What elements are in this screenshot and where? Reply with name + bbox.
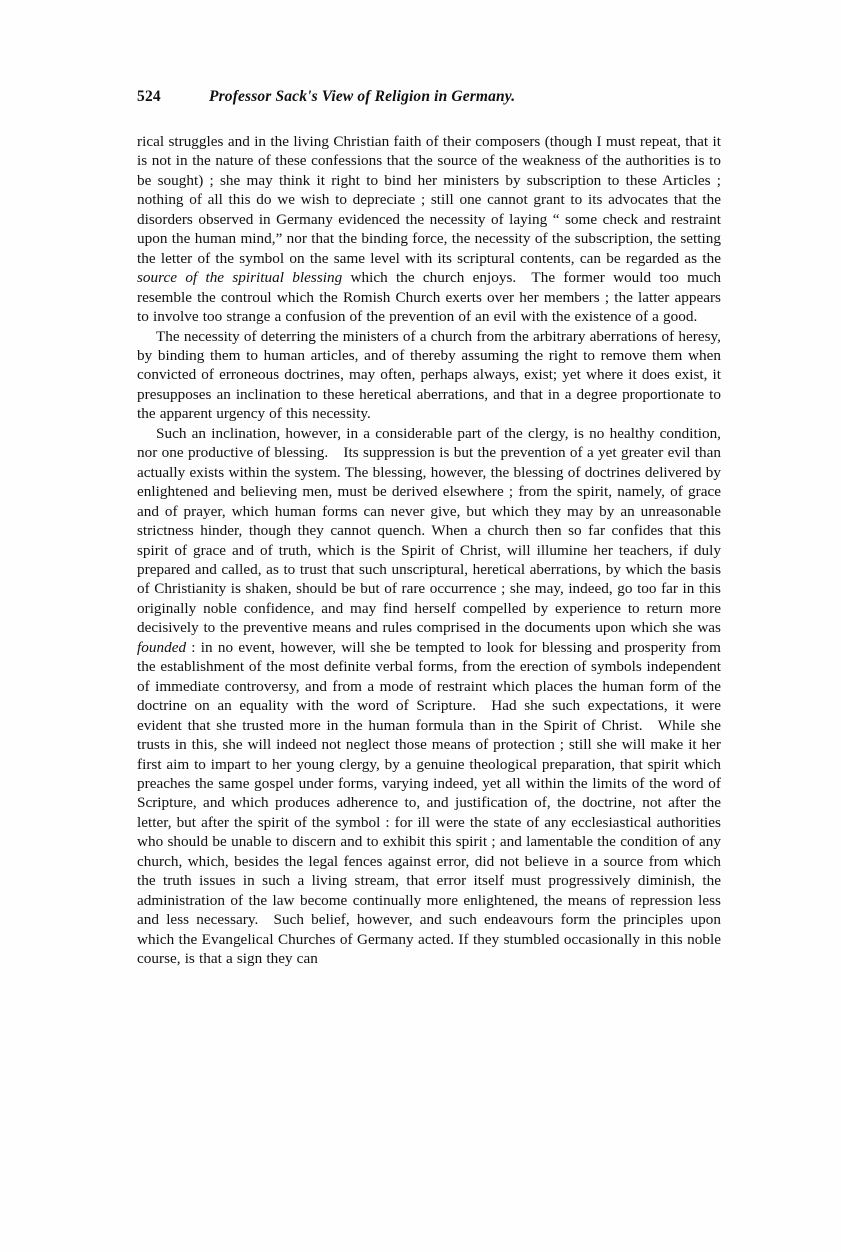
paragraph: Such an inclination, however, in a considerable part of the clergy, is no healthy condition, nor one productive of blessing. Its suppression is but the prevention of a yet greater evil than actually exists within the system. The blessing, however, the blessing of doctrines delivered by enlightened and believing men, must be derived elsewhere ; from the spirit, namely, of grace and of prayer, which human forms can never give, but which they may by an unreasonable strictness hinder, though they cannot quench. When a church then so far confides that this spirit of grace and of truth, which is the Spirit of Christ, will illumine her teachers, if duly prepared and called, as to trust that such unscriptural, heretical aberrations, by which the basis of Christianity is shaken, should be but of rare occurrence ; she may, indeed, go too far in this originally noble confidence, and may find herself compelled by experience to return more decisively to the preventive means and rules comprised in the documents upon which she was founded : in no event, however, will she be tempted to look for blessing and prosperity from the establishment of the most definite verbal forms, from the erection of symbols independent of immediate controversy, and from a mode of restraint which places the human form of the doctrine on an equality with the word of Scripture. Had she such expectations, it were evident that she trusted more in the human formula than in the Spirit of Christ. While she trusts in this, she will indeed not neglect those means of protection ; still she will make it her first aim to impart to her young clergy, by a genuine theological preparation, that spirit which preaches the same gospel under forms, varying indeed, yet all within the limits of the word of Scripture, and which produces adherence to, and justification of, the doctrine, not after the letter, but after the spirit of the symbol : for ill were the state of any ecclesiastical authorities who should be unable to discern and to exhibit this spirit ; and lamentable the condition of any church, which, besides the legal fences against error, did not believe in a source from which the truth issues in such a living stream, that error itself must progressively diminish, the administration of the law become continually more enlightened, the means of repression less and less necessary. Such belief, however, and such endeavours form the principles upon which the Evangelical Churches of Germany acted. If they stumbled occasionally in this noble course, is that a sign they can (137, 424, 721, 968)
page-number: 524 (137, 88, 161, 105)
paragraph: The necessity of deterring the ministers of a church from the arbitrary aberrations of heresy, by binding them to human articles, and of thereby assuming the right to remove them when convicted of erroneous doctrines, may often, perhaps always, exist; yet where it does exist, it presupposes an inclination to these heretical aberrations, and that in a degree proportionate to the apparent urgency of this necessity. (137, 327, 721, 423)
body-text (137, 132, 721, 968)
emphasized-phrase: source of the spiritual blessing (137, 269, 343, 287)
running-head (137, 88, 720, 110)
running-title: Professor Sack's View of Religion in Germany. (209, 88, 516, 105)
paragraph: rical struggles and in the living Christian faith of their composers (though I must repeat, that it is not in the nature of these confessions that the source of the weakness of the authorities is to be sought) ; she may think it right to bind her ministers by subscription to these Articles ; nothing of all this do we wish to depreciate ; still one cannot grant to its advocates that the disorders observed in Germany evidenced the necessity of laying “ some check and restraint upon the human mind,” nor that the binding force, the necessity of the subscription, the setting the letter of the symbol on the same level with its scriptural contents, can be regarded as the source of the spiritual blessing which the church enjoys. The former would too much resemble the controul which the Romish Church exerts over her members ; the latter appears to involve too strange a confusion of the prevention of an evil with the existence of a good. (137, 133, 721, 326)
emphasized-phrase: founded (137, 638, 187, 656)
